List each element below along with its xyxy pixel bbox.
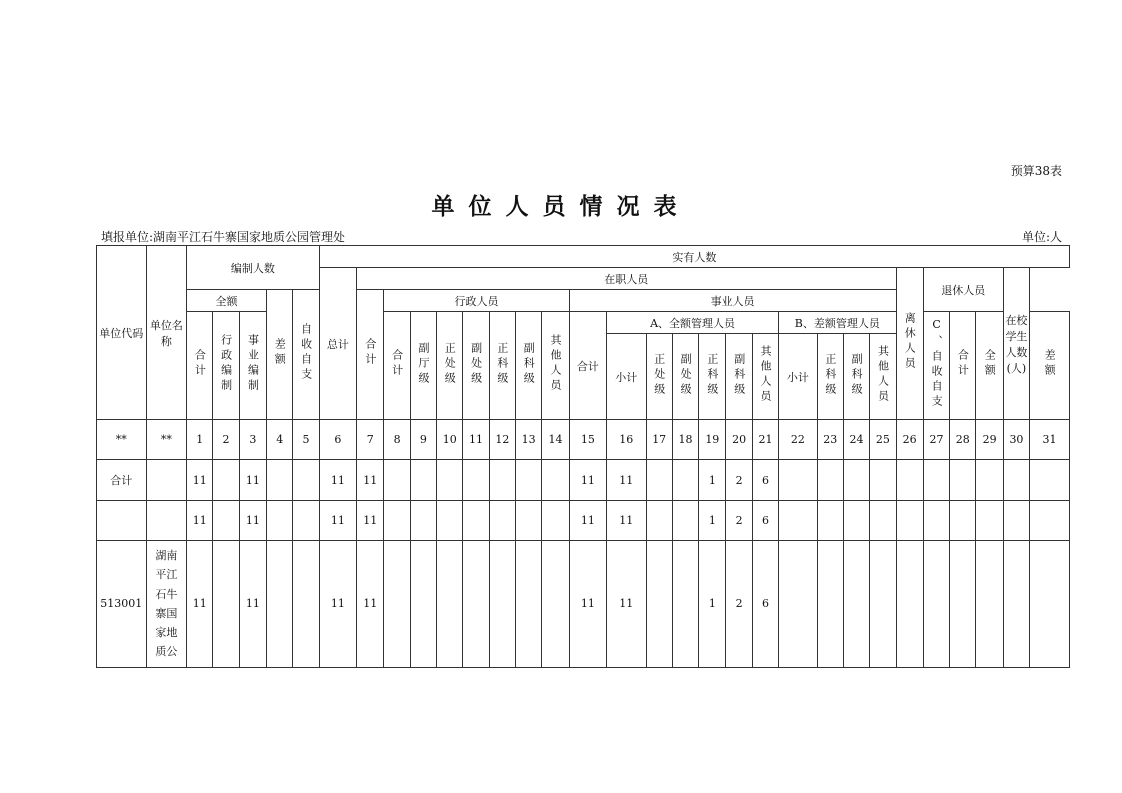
table-cell: 1 [699, 540, 726, 667]
table-cell: 11 [319, 500, 356, 540]
table-cell [384, 460, 410, 500]
table-cell [817, 540, 843, 667]
table-cell [293, 460, 319, 500]
table-cell [870, 540, 896, 667]
header-unit-name: 单位名称 [146, 246, 186, 420]
table-cell: 2 [726, 540, 752, 667]
table-cell: 6 [752, 540, 778, 667]
table-cell [213, 460, 239, 500]
table-cell [976, 460, 1003, 500]
table-cell [384, 540, 410, 667]
table-cell: 11 [239, 460, 266, 500]
column-number-cell: 26 [896, 420, 923, 460]
table-cell [542, 460, 569, 500]
table-cell [817, 500, 843, 540]
header-a-other: 其他人员 [752, 334, 778, 420]
table-cell [1030, 500, 1070, 540]
table-cell [672, 540, 698, 667]
table-cell: 11 [187, 540, 213, 667]
table-cell [463, 460, 489, 500]
column-number-cell: 9 [410, 420, 436, 460]
table-cell: 11 [319, 540, 356, 667]
table-cell [896, 460, 923, 500]
table-cell [542, 500, 569, 540]
table-row [97, 460, 1070, 500]
table-cell: 2 [726, 500, 752, 540]
header-c-self: C、自收自支 [923, 312, 949, 420]
table-cell [293, 500, 319, 540]
measurement-unit: 单位:人 [1021, 230, 1062, 244]
column-number-cell: 11 [463, 420, 489, 460]
table-cell [489, 500, 515, 540]
table-cell [463, 500, 489, 540]
header-actual: 实有人数 [319, 246, 1069, 268]
table-cell [489, 540, 515, 667]
table-cell [146, 460, 186, 500]
header-b-diff: B、差额管理人员 [779, 312, 896, 334]
table-cell [923, 500, 949, 540]
header-deputy-bureau: 副厅级 [410, 312, 436, 420]
header-on-duty: 在职人员 [357, 268, 896, 290]
table-cell [1030, 540, 1070, 667]
form-number: 预算38表 [1010, 164, 1062, 178]
header-b-subtotal: 小计 [779, 334, 817, 420]
header-unit-code: 单位代码 [97, 246, 147, 420]
column-number-cell: 20 [726, 420, 752, 460]
table-cell [1003, 460, 1029, 500]
table-cell: 11 [319, 460, 356, 500]
table-cell [923, 460, 949, 500]
table-cell [1030, 460, 1070, 500]
table-cell [267, 460, 293, 500]
column-number-cell: 25 [870, 420, 896, 460]
header-retired-group: 退休人员 [923, 268, 1003, 312]
column-number-cell: 15 [569, 420, 606, 460]
table-cell: 6 [752, 460, 778, 500]
table-cell: 11 [607, 500, 646, 540]
table-cell [410, 540, 436, 667]
column-number-cell: 6 [319, 420, 356, 460]
table-cell [1003, 500, 1029, 540]
table-cell [384, 500, 410, 540]
table-cell [437, 540, 463, 667]
header-public-total: 合计 [569, 312, 606, 420]
table-cell [97, 500, 147, 540]
header-public-staffing: 事业编制 [239, 312, 266, 420]
table-cell: 合计 [97, 460, 147, 500]
table-cell [515, 540, 541, 667]
header-chief-section: 正科级 [489, 312, 515, 420]
column-number-cell: 31 [1030, 420, 1070, 460]
column-number-cell: 14 [542, 420, 569, 460]
table-cell [950, 460, 976, 500]
table-cell [923, 540, 949, 667]
unit-name-text: 湖南平江石牛寨国家地质公 [155, 549, 178, 659]
table-cell [870, 500, 896, 540]
table-cell [293, 540, 319, 667]
table-cell [672, 460, 698, 500]
column-number-cell: 27 [923, 420, 949, 460]
filling-unit: 填报单位:湖南平江石牛寨国家地质公园管理处 [101, 230, 346, 244]
table-cell [976, 540, 1003, 667]
table-cell [950, 500, 976, 540]
table-cell: 11 [239, 540, 266, 667]
table-cell: 11 [607, 540, 646, 667]
table-row [97, 500, 1070, 540]
column-number-row [97, 420, 1070, 460]
table-cell [515, 500, 541, 540]
table-cell [146, 540, 186, 667]
table-cell [463, 540, 489, 667]
table-cell [213, 500, 239, 540]
table-cell: 11 [357, 500, 384, 540]
table-cell: 11 [569, 460, 606, 500]
table-cell [976, 500, 1003, 540]
column-number-cell: 7 [357, 420, 384, 460]
column-number-cell: 1 [187, 420, 213, 460]
table-cell [896, 540, 923, 667]
header-public-staff: 事业人员 [569, 290, 896, 312]
table-cell: 1 [699, 500, 726, 540]
table-cell [1003, 540, 1029, 667]
header-on-duty-total: 合计 [357, 290, 384, 420]
header-retired-leave: 离休人员 [896, 268, 923, 420]
header-a-chief-section: 正科级 [699, 334, 726, 420]
column-number-cell: 29 [976, 420, 1003, 460]
table-cell [646, 460, 672, 500]
header-a-chief-division: 正处级 [646, 334, 672, 420]
header-retired-full: 全额 [976, 312, 1003, 420]
column-number-cell: 3 [239, 420, 266, 460]
table-cell [870, 460, 896, 500]
column-number-cell: 22 [779, 420, 817, 460]
table-cell: 513001 [97, 540, 147, 667]
column-number-cell: 13 [515, 420, 541, 460]
header-differential: 差额 [267, 290, 293, 420]
table-cell [213, 540, 239, 667]
column-number-cell: 19 [699, 420, 726, 460]
header-students: 在校学生人数(人) [1003, 268, 1029, 420]
column-number-cell: 21 [752, 420, 778, 460]
column-number-cell: ** [97, 420, 147, 460]
table-cell: 6 [752, 500, 778, 540]
table-cell [843, 500, 869, 540]
header-retired-diff: 差额 [1030, 312, 1070, 420]
table-cell: 11 [239, 500, 266, 540]
header-other: 其他人员 [542, 312, 569, 420]
header-grand-total: 总计 [319, 268, 356, 420]
table-cell [950, 540, 976, 667]
table-cell: 2 [726, 460, 752, 500]
column-number-cell: ** [146, 420, 186, 460]
header-b-deputy-section: 副科级 [843, 334, 869, 420]
header-chief-division: 正处级 [437, 312, 463, 420]
table-cell [843, 540, 869, 667]
header-b-other: 其他人员 [870, 334, 896, 420]
table-cell [843, 460, 869, 500]
table-cell: 1 [699, 460, 726, 500]
table-cell: 11 [187, 500, 213, 540]
table-cell: 11 [187, 460, 213, 500]
table-cell [646, 500, 672, 540]
table-cell [515, 460, 541, 500]
table-cell: 11 [569, 540, 606, 667]
table-cell: 11 [357, 460, 384, 500]
header-retired-total: 合计 [950, 312, 976, 420]
table-cell [437, 460, 463, 500]
table-cell: 11 [357, 540, 384, 667]
header-a-deputy-division: 副处级 [672, 334, 698, 420]
column-number-cell: 18 [672, 420, 698, 460]
table-cell [267, 540, 293, 667]
column-number-cell: 30 [1003, 420, 1029, 460]
column-number-cell: 2 [213, 420, 239, 460]
table-cell [672, 500, 698, 540]
header-deputy-division: 副处级 [463, 312, 489, 420]
page-title: 单位人员情况表 [431, 193, 691, 220]
table-cell [437, 500, 463, 540]
column-number-cell: 12 [489, 420, 515, 460]
table-cell [267, 500, 293, 540]
column-number-cell: 17 [646, 420, 672, 460]
table-cell [646, 540, 672, 667]
column-number-cell: 5 [293, 420, 319, 460]
header-staffing-total: 合计 [187, 312, 213, 420]
table-row [97, 540, 1070, 667]
header-a-subtotal: 小计 [607, 334, 646, 420]
table-cell [779, 540, 817, 667]
column-number-cell: 8 [384, 420, 410, 460]
table-cell [146, 500, 186, 540]
header-a-deputy-section: 副科级 [726, 334, 752, 420]
header-staffing: 编制人数 [187, 246, 320, 290]
table-cell [410, 460, 436, 500]
table-cell [542, 540, 569, 667]
table-cell [779, 460, 817, 500]
header-admin-staffing: 行政编制 [213, 312, 239, 420]
table-cell: 11 [607, 460, 646, 500]
table-cell [779, 500, 817, 540]
header-admin-staff: 行政人员 [384, 290, 569, 312]
header-admin-total: 合计 [384, 312, 410, 420]
column-number-cell: 16 [607, 420, 646, 460]
header-a-full: A、全额管理人员 [607, 312, 779, 334]
column-number-cell: 23 [817, 420, 843, 460]
column-number-cell: 24 [843, 420, 869, 460]
personnel-table [96, 245, 1070, 668]
table-cell [410, 500, 436, 540]
header-full-funded: 全额 [187, 290, 267, 312]
header-deputy-section: 副科级 [515, 312, 541, 420]
header-b-chief-section: 正科级 [817, 334, 843, 420]
table-cell [896, 500, 923, 540]
table-cell [817, 460, 843, 500]
column-number-cell: 10 [437, 420, 463, 460]
header-self-funded: 自收自支 [293, 290, 319, 420]
table-cell [489, 460, 515, 500]
table-cell: 11 [569, 500, 606, 540]
column-number-cell: 4 [267, 420, 293, 460]
column-number-cell: 28 [950, 420, 976, 460]
